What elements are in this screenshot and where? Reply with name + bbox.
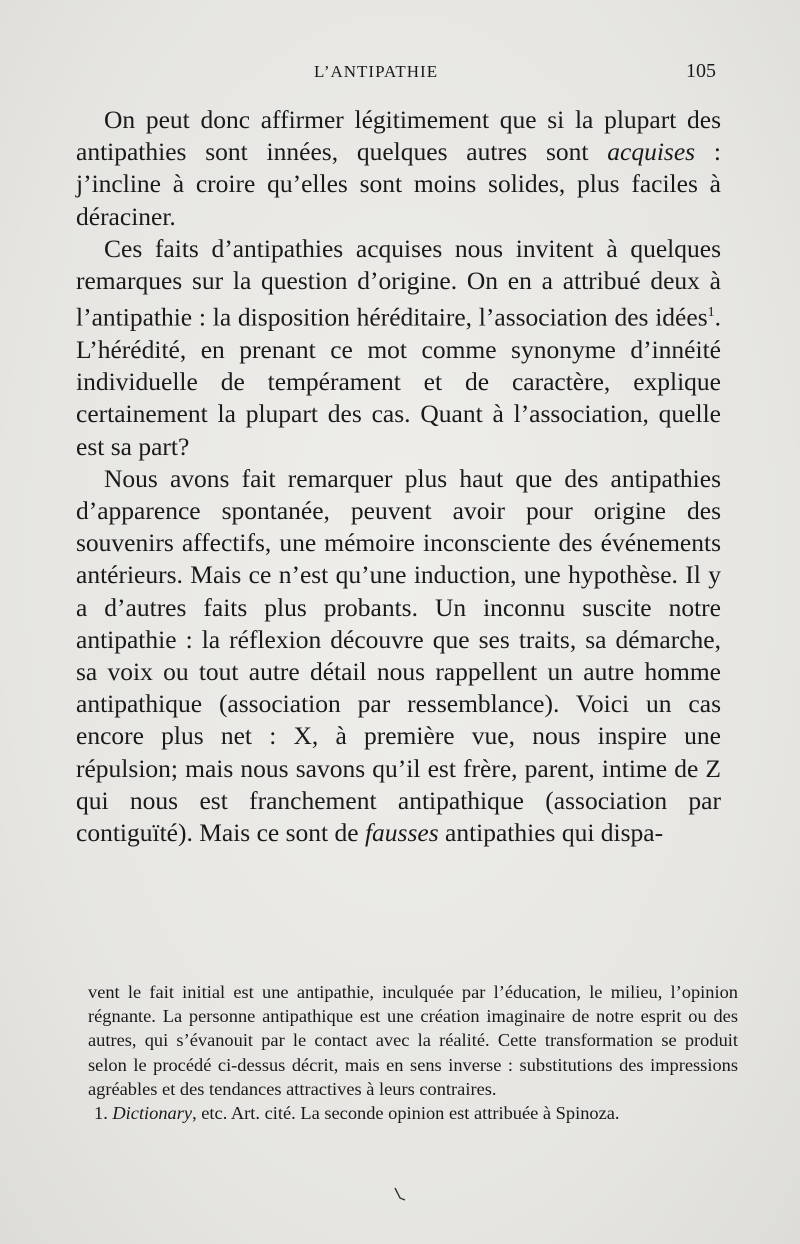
- paragraph: [76, 233, 721, 463]
- footnote-marker: 1: [707, 305, 715, 321]
- main-text: [76, 104, 721, 849]
- running-title: L’ANTIPATHIE: [314, 62, 439, 81]
- paragraph: [76, 463, 721, 849]
- footnote-1: [88, 1101, 738, 1125]
- footnote-continued: vent le fait initial est une antipathie, inculquée par l’éducation, le milieu, l’opinion régnante. La personne antipathique est une création imaginaire de notre esprit ou des autres, qui s’évanouit par le contact avec la réalité. Cette transformation se produit selon le procédé ci-dessus décrit, mais en sens inverse : substitutions des impressions agréables et des tendances attractives à leurs contraires.: [88, 982, 738, 1099]
- footnote-title: Dictionary: [112, 1103, 193, 1124]
- printer-mark-icon: [392, 1186, 408, 1204]
- page-header: [76, 62, 716, 88]
- text-run: Ces faits d’antipathies acquises nous invitent à quelques remarques sur la question d’origine. On en a attribué deux à l’antipathie : la disposition héréditaire, l’association des idées: [76, 233, 721, 332]
- paragraph: [76, 104, 721, 233]
- emphasis: acquises: [607, 137, 696, 167]
- page-number: 105: [686, 60, 716, 82]
- text-run: Nous avons fait remarquer plus haut que des antipathies d’apparence spontanée, peuvent avoir pour origine des souvenirs affectifs, une mémoire inconsciente des événements antérieurs. Mais ce n’est qu’une induction, une hypothèse. Il y a d’autres faits plus probants. Un inconnu suscite notre antipathie : la réflexion découvre que ses traits, sa démarche, sa voix ou tout autre détail nous rappellent un autre homme antipathique (association par ressemblance). Voici un cas encore plus net : X, à première vue, nous inspire une répulsion; mais nous savons qu’il est frère, parent, intime de Z qui nous est franchement antipathique (association par contiguïté). Mais ce sont de: [76, 463, 721, 847]
- footnote-text: , etc. Art. cité. La seconde opinion est attribuée à Spinoza.: [192, 1103, 620, 1124]
- footnote-number: 1.: [94, 1103, 113, 1124]
- text-run: : j’incline à croire qu’elles sont moins solides, plus faciles à déraciner.: [76, 137, 721, 231]
- footnotes: [88, 980, 738, 1125]
- text-run: . L’hérédité, en prenant ce mot comme synonyme d’innéité individuelle de tempérament et de caractère, explique certainement la plupart des cas. Quant à l’association, quelle est sa part?: [76, 302, 721, 461]
- text-run: antipathies qui dispa-: [438, 817, 664, 847]
- text-run: On peut donc affirmer légitimement que si la plupart des antipathies sont innées, quelques autres sont: [76, 105, 721, 167]
- emphasis: fausses: [364, 817, 439, 847]
